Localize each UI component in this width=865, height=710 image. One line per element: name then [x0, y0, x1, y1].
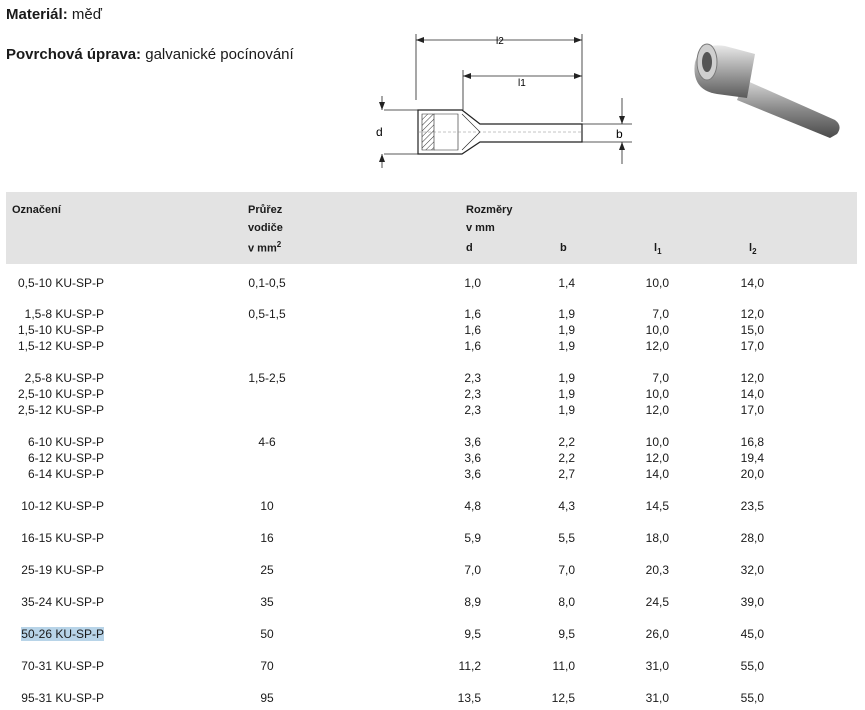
- cell-name: 2,5-12 KU-SP-P: [17, 403, 104, 417]
- cell-l1: 7,0: [652, 307, 669, 321]
- cell-d: 9,5: [464, 627, 481, 641]
- cell-l1: 31,0: [645, 691, 669, 705]
- cell-b: 9,5: [558, 627, 575, 641]
- cell-b: 8,0: [558, 595, 575, 609]
- cell-d: 3,6: [464, 435, 481, 449]
- cell-area: 50: [260, 627, 274, 641]
- cell-area: 10: [260, 499, 274, 513]
- cell-b: 5,5: [558, 531, 575, 545]
- cell-l1: 20,3: [645, 563, 669, 577]
- cell-area: 0,5-1,5: [248, 307, 286, 321]
- material-label: Materiál:: [6, 6, 68, 23]
- l1-label: l1: [518, 78, 526, 89]
- cell-name: 35-24 KU-SP-P: [21, 595, 104, 609]
- cell-name: 6-14 KU-SP-P: [27, 467, 104, 481]
- cell-l1: 31,0: [645, 659, 669, 673]
- cell-name: 25-19 KU-SP-P: [21, 563, 104, 577]
- cell-d: 8,9: [464, 595, 481, 609]
- cell-d: 4,8: [464, 499, 481, 513]
- header-l1: $l_1$: [654, 242, 662, 257]
- cell-b: 1,9: [558, 403, 575, 417]
- material-spec: [6, 6, 102, 23]
- cell-area: 25: [260, 563, 274, 577]
- l2-label: l2: [496, 36, 504, 47]
- cell-d: 1,0: [464, 276, 481, 290]
- cell-l2: 14,0: [740, 276, 764, 290]
- cell-name: 0,5-10 KU-SP-P: [17, 276, 104, 290]
- table-header: [6, 192, 857, 264]
- cell-l1: 14,0: [645, 467, 669, 481]
- cell-l2: 15,0: [740, 323, 764, 337]
- cell-name: 1,5-8 KU-SP-P: [24, 307, 104, 321]
- cell-d: 2,3: [464, 403, 481, 417]
- cell-area: 35: [260, 595, 274, 609]
- cell-name: 70-31 KU-SP-P: [21, 659, 104, 673]
- cell-l1: 7,0: [652, 371, 669, 385]
- cell-l2: 45,0: [740, 627, 764, 641]
- cell-l2: 12,0: [740, 371, 764, 385]
- header-b: b: [560, 242, 567, 254]
- cell-l1: 10,0: [645, 435, 669, 449]
- header-name: Označení: [12, 204, 61, 216]
- header-l2: $l_2$: [749, 242, 757, 257]
- cell-area: 95: [260, 691, 274, 705]
- cell-d: 3,6: [464, 467, 481, 481]
- cell-b: 1,9: [558, 323, 575, 337]
- cell-l1: 12,0: [645, 451, 669, 465]
- cell-l2: 28,0: [740, 531, 764, 545]
- cell-d: 1,6: [464, 339, 481, 353]
- cell-b: 11,0: [552, 659, 575, 673]
- cell-name: 6-12 KU-SP-P: [27, 451, 104, 465]
- surface-treatment-spec: [6, 46, 294, 63]
- cell-area: 1,5-2,5: [248, 371, 286, 385]
- cell-name: 1,5-12 KU-SP-P: [17, 339, 104, 353]
- cell-l2: 55,0: [740, 659, 764, 673]
- cell-name: 50-26 KU-SP-P: [21, 627, 104, 641]
- cell-l2: 19,4: [740, 451, 764, 465]
- cell-b: 2,2: [558, 451, 575, 465]
- cell-d: 13,5: [457, 691, 481, 705]
- cell-b: 12,5: [551, 691, 575, 705]
- cell-l1: 14,5: [645, 499, 669, 513]
- cell-b: 7,0: [558, 563, 575, 577]
- cell-l1: 10,0: [645, 323, 669, 337]
- cell-b: 1,9: [558, 307, 575, 321]
- cell-name: 1,5-10 KU-SP-P: [17, 323, 104, 337]
- surface-value: galvanické pocínování: [145, 46, 294, 63]
- cell-l2: 32,0: [740, 563, 764, 577]
- d-label: d: [376, 125, 383, 139]
- header-area-line2: vodiče: [248, 222, 283, 234]
- cell-d: 11,2: [458, 659, 481, 673]
- cell-area: 0,1-0,5: [248, 276, 286, 290]
- cell-name: 95-31 KU-SP-P: [21, 691, 104, 705]
- cell-d: 2,3: [464, 387, 481, 401]
- dimension-diagram: [370, 30, 640, 170]
- surface-label: Povrchová úprava:: [6, 46, 142, 63]
- cell-l2: 39,0: [740, 595, 764, 609]
- cell-l2: 12,0: [740, 307, 764, 321]
- material-value: měď: [71, 6, 102, 23]
- cell-b: 2,7: [558, 467, 575, 481]
- cell-l2: 16,8: [740, 435, 764, 449]
- pin-terminal-photo: [685, 38, 850, 148]
- cell-area: 16: [260, 531, 274, 545]
- cell-d: 7,0: [464, 563, 481, 577]
- cell-l2: 55,0: [740, 691, 764, 705]
- cell-b: 1,4: [558, 276, 575, 290]
- cell-d: 3,6: [464, 451, 481, 465]
- cell-b: 1,9: [558, 387, 575, 401]
- cell-l1: 10,0: [645, 276, 669, 290]
- cell-l2: 17,0: [740, 339, 764, 353]
- cell-name: 10-12 KU-SP-P: [21, 499, 104, 513]
- cell-l2: 17,0: [740, 403, 764, 417]
- header-dims-line2: v mm: [466, 222, 495, 234]
- cell-l1: 24,5: [645, 595, 669, 609]
- cell-name: 2,5-8 KU-SP-P: [24, 371, 104, 385]
- header-d: d: [466, 242, 473, 254]
- cell-l2: 20,0: [740, 467, 764, 481]
- cell-l2: 14,0: [740, 387, 764, 401]
- cell-l1: 10,0: [645, 387, 669, 401]
- cell-b: 4,3: [558, 499, 575, 513]
- cell-b: 1,9: [558, 371, 575, 385]
- cell-b: 1,9: [558, 339, 575, 353]
- cell-area: 4-6: [258, 435, 276, 449]
- cell-d: 1,6: [464, 323, 481, 337]
- cell-area: 70: [260, 659, 274, 673]
- cell-l2: 23,5: [740, 499, 764, 513]
- cell-name: 6-10 KU-SP-P: [27, 435, 104, 449]
- cell-d: 5,9: [464, 531, 481, 545]
- cell-l1: 12,0: [645, 339, 669, 353]
- cell-l1: 12,0: [645, 403, 669, 417]
- b-label: b: [616, 127, 623, 141]
- header-area-line3: v $mm^2$: [248, 240, 282, 255]
- header-dims-line1: Rozměry: [466, 204, 513, 216]
- cell-b: 2,2: [558, 435, 575, 449]
- cell-name: 2,5-10 KU-SP-P: [17, 387, 104, 401]
- cell-l1: 18,0: [645, 531, 669, 545]
- cell-d: 2,3: [464, 371, 481, 385]
- cell-name: 16-15 KU-SP-P: [21, 531, 104, 545]
- cell-d: 1,6: [464, 307, 481, 321]
- header-area-line1: Průřez: [248, 204, 283, 216]
- cell-l1: 26,0: [645, 627, 669, 641]
